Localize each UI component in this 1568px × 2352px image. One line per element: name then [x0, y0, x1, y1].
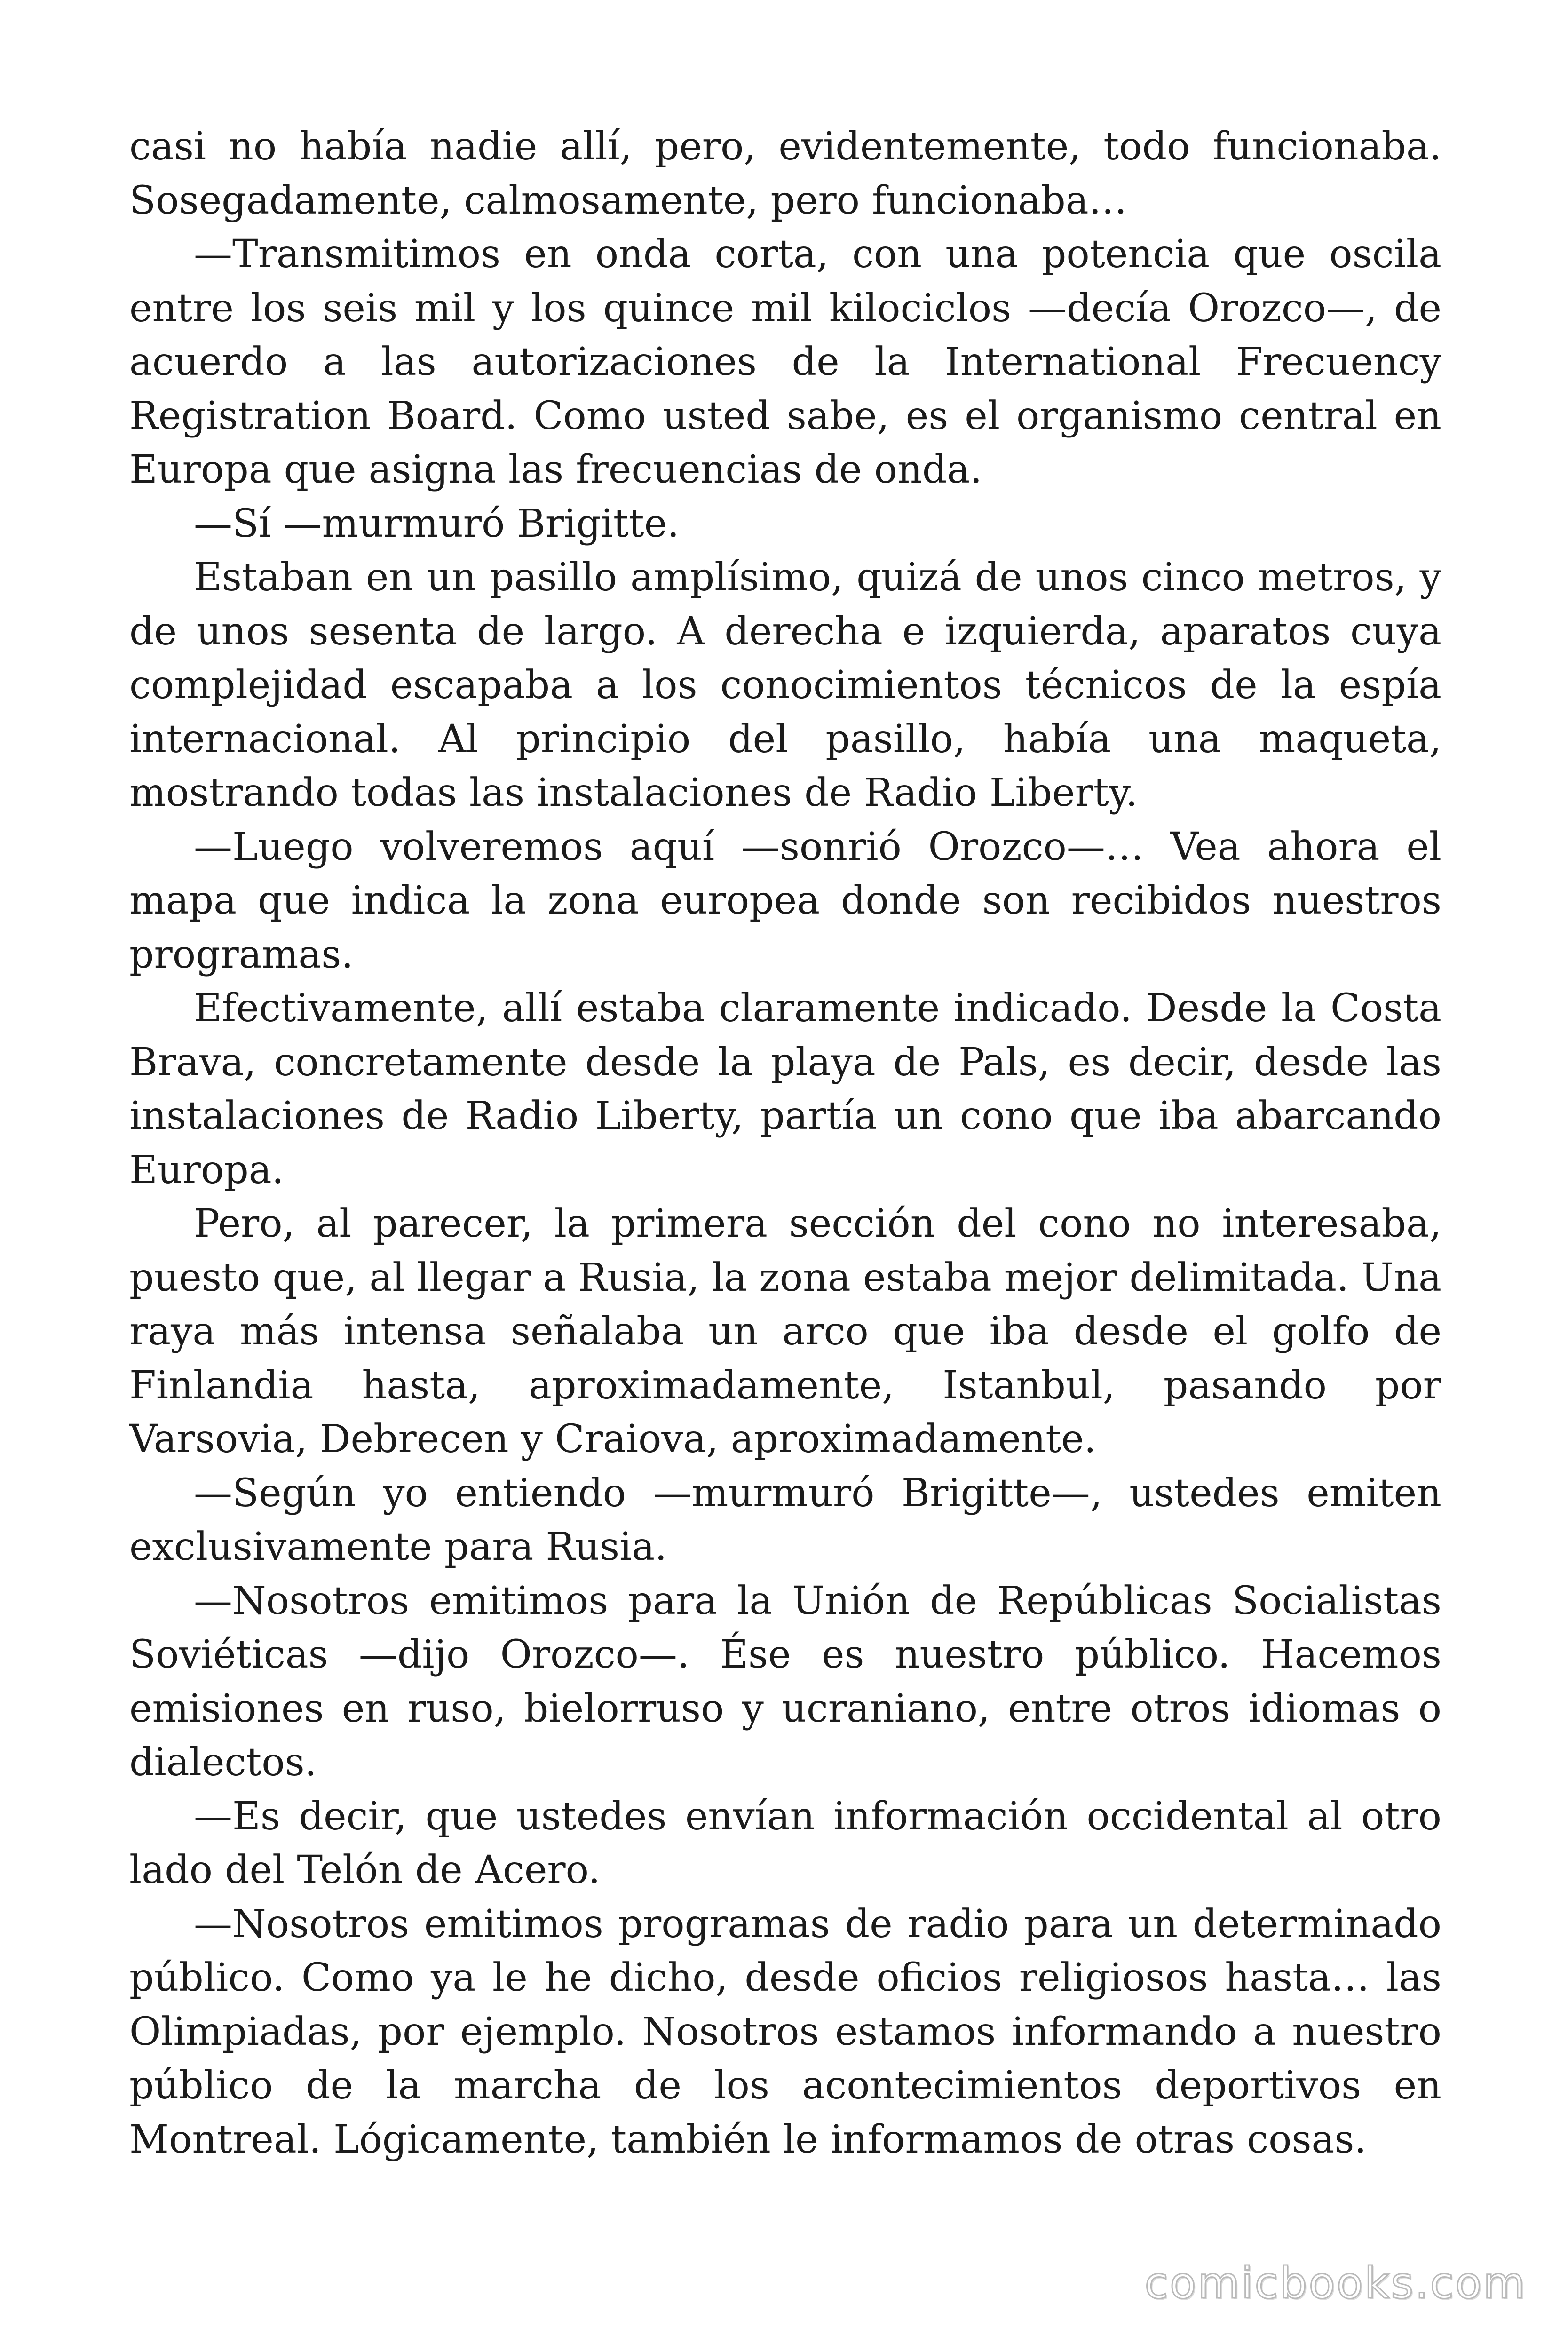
paragraph: Pero, al parecer, la primera sección del cono no interesaba, puesto que, al llegar a Rusia, la zona estaba mejor delimitada. Una raya más intensa señalaba un arco que iba desde el golfo de Finlandia hasta, aproximadamente, Istanbul, pasando por Varsovia, Debrecen y Craiova, aproximadamente.	[129, 1201, 1441, 1462]
paragraph: casi no había nadie allí, pero, evidentemente, todo funcionaba. Sosegadamente, calmosamente, pero funcionaba…	[129, 124, 1441, 223]
paragraph: —Es decir, que ustedes envían información occidental al otro lado del Telón de Acero.	[129, 1794, 1441, 1892]
paragraph: Efectivamente, allí estaba claramente indicado. Desde la Costa Brava, concretamente desde la playa de Pals, es decir, desde las instalaciones de Radio Liberty, partía un cono que iba abarcando Europa.	[129, 986, 1441, 1192]
paragraph: —Nosotros emitimos programas de radio para un determinado público. Como ya le he dicho, desde oficios religiosos hasta… las Olimpiadas, por ejemplo. Nosotros estamos informando a nuestro público de la marcha de los acontecimientos deportivos en Montreal. Lógicamente, también le informamos de otras cosas.	[129, 1901, 1441, 2162]
body-text	[129, 120, 1441, 2167]
paragraph: —Según yo entiendo —murmuró Brigitte—, ustedes emiten exclusivamente para Rusia.	[129, 1470, 1441, 1569]
paragraph: —Luego volveremos aquí —sonrió Orozco—… Vea ahora el mapa que indica la zona europea donde son recibidos nuestros programas.	[129, 824, 1441, 977]
paragraph: Estaban en un pasillo amplísimo, quizá de unos cinco metros, y de unos sesenta de largo. A derecha e izquierda, aparatos cuya complejidad escapaba a los conocimientos técnicos de la espía internacional. Al principio del pasillo, había una maqueta, mostrando todas las instalaciones de Radio Liberty.	[129, 555, 1441, 815]
paragraph: —Sí —murmuró Brigitte.	[194, 501, 680, 546]
watermark: comicbooks.com	[1144, 2258, 1527, 2308]
paragraph: —Nosotros emitimos para la Unión de Repúblicas Socialistas Soviéticas —dijo Orozco—. Ése es nuestro público. Hacemos emisiones en ruso, bielorruso y ucraniano, entre otros idiomas o dialectos.	[129, 1578, 1441, 1785]
paragraph: —Transmitimos en onda corta, con una potencia que oscila entre los seis mil y los quince mil kilociclos —decía Orozco—, de acuerdo a las autorizaciones de la International Frecuency Registration Board. Como usted sabe, es el organismo central en Europa que asigna las frecuencias de onda.	[129, 232, 1441, 492]
